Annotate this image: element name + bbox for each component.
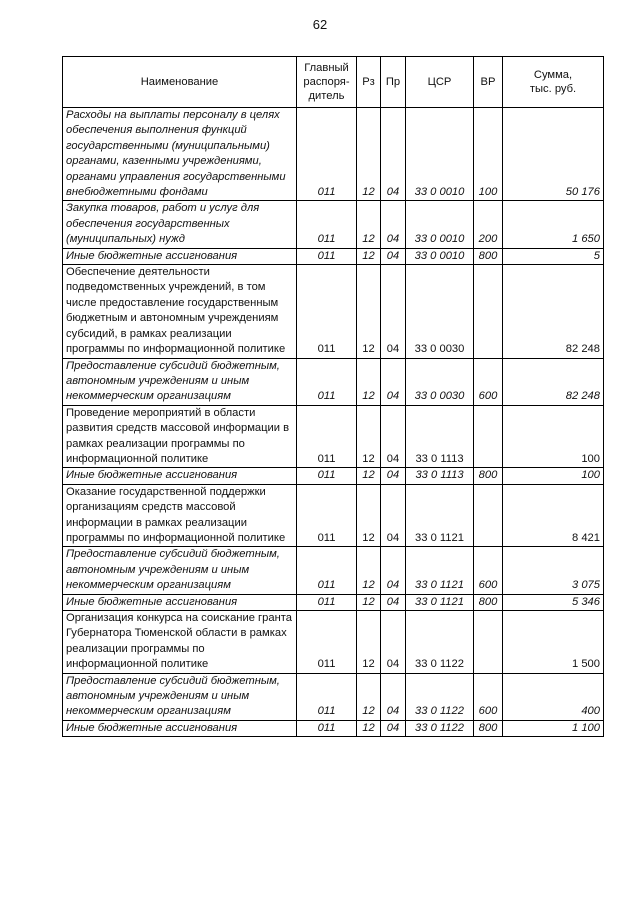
cell-rz: 12 <box>357 468 381 484</box>
cell-pr: 04 <box>381 611 406 674</box>
cell-rz: 12 <box>357 358 381 405</box>
cell-csr: 33 0 1113 <box>406 468 474 484</box>
cell-sum: 100 <box>503 405 604 468</box>
cell-name: Предоставление субсидий бюджетным, автономным учреждениям и иным некоммерческим организациям <box>63 358 297 405</box>
cell-admin: 011 <box>297 468 357 484</box>
column-header-sum <box>503 57 604 108</box>
cell-vr: 600 <box>474 358 503 405</box>
cell-sum: 5 346 <box>503 594 604 610</box>
cell-sum: 1 650 <box>503 201 604 248</box>
cell-vr: 800 <box>474 594 503 610</box>
cell-sum: 1 500 <box>503 611 604 674</box>
cell-name: Иные бюджетные ассигнования <box>63 468 297 484</box>
cell-pr: 04 <box>381 201 406 248</box>
cell-vr: 600 <box>474 673 503 720</box>
cell-name: Предоставление субсидий бюджетным, автономным учреждениям и иным некоммерческим организациям <box>63 547 297 594</box>
table-row <box>63 201 604 248</box>
cell-rz: 12 <box>357 611 381 674</box>
cell-rz: 12 <box>357 108 381 201</box>
column-header-name: Наименование <box>63 57 297 108</box>
cell-name: Иные бюджетные ассигнования <box>63 594 297 610</box>
cell-pr: 04 <box>381 673 406 720</box>
table-body <box>63 108 604 737</box>
cell-csr: 33 0 0010 <box>406 248 474 264</box>
cell-csr: 33 0 1122 <box>406 611 474 674</box>
cell-admin: 011 <box>297 484 357 547</box>
column-header-admin-line3: дитель <box>308 90 345 102</box>
cell-sum: 100 <box>503 468 604 484</box>
cell-admin: 011 <box>297 594 357 610</box>
table-row <box>63 720 604 736</box>
column-header-admin <box>297 57 357 108</box>
cell-admin: 011 <box>297 405 357 468</box>
cell-vr <box>474 611 503 674</box>
cell-admin: 011 <box>297 248 357 264</box>
cell-vr: 800 <box>474 468 503 484</box>
cell-sum: 3 075 <box>503 547 604 594</box>
cell-rz: 12 <box>357 405 381 468</box>
cell-csr: 33 0 1122 <box>406 673 474 720</box>
cell-name: Расходы на выплаты персоналу в целях обеспечения выполнения функций государственными (муниципальными) органами, казенными учреждениями, органами управления государственными внебюджетными фондами <box>63 108 297 201</box>
cell-csr: 33 0 0010 <box>406 201 474 248</box>
cell-pr: 04 <box>381 547 406 594</box>
column-header-sum-line2: тыс. руб. <box>529 83 577 95</box>
cell-rz: 12 <box>357 248 381 264</box>
cell-csr: 33 0 1113 <box>406 405 474 468</box>
cell-admin: 011 <box>297 547 357 594</box>
cell-pr: 04 <box>381 265 406 358</box>
cell-admin: 011 <box>297 611 357 674</box>
table-row <box>63 248 604 264</box>
cell-name: Закупка товаров, работ и услуг для обеспечения государственных (муниципальных) нужд <box>63 201 297 248</box>
cell-name: Предоставление субсидий бюджетным, автономным учреждениям и иным некоммерческим организациям <box>63 673 297 720</box>
cell-pr: 04 <box>381 108 406 201</box>
table-row <box>63 547 604 594</box>
cell-vr: 100 <box>474 108 503 201</box>
cell-sum: 50 176 <box>503 108 604 201</box>
cell-pr: 04 <box>381 468 406 484</box>
table-row <box>63 594 604 610</box>
cell-admin: 011 <box>297 201 357 248</box>
cell-csr: 33 0 0030 <box>406 358 474 405</box>
cell-pr: 04 <box>381 720 406 736</box>
cell-rz: 12 <box>357 484 381 547</box>
cell-vr: 200 <box>474 201 503 248</box>
cell-rz: 12 <box>357 547 381 594</box>
page-number: 62 <box>312 17 328 32</box>
table-header-row <box>63 57 604 108</box>
cell-csr: 33 0 0030 <box>406 265 474 358</box>
cell-name: Иные бюджетные ассигнования <box>63 720 297 736</box>
cell-csr: 33 0 1121 <box>406 547 474 594</box>
cell-admin: 011 <box>297 265 357 358</box>
cell-rz: 12 <box>357 594 381 610</box>
cell-csr: 33 0 1121 <box>406 594 474 610</box>
cell-sum: 400 <box>503 673 604 720</box>
column-header-csr: ЦСР <box>406 57 474 108</box>
table-row <box>63 358 604 405</box>
table-row <box>63 108 604 201</box>
cell-vr <box>474 484 503 547</box>
cell-vr: 800 <box>474 720 503 736</box>
budget-table <box>62 56 604 737</box>
cell-vr <box>474 405 503 468</box>
cell-rz: 12 <box>357 673 381 720</box>
cell-vr <box>474 265 503 358</box>
cell-name: Иные бюджетные ассигнования <box>63 248 297 264</box>
cell-sum: 82 248 <box>503 265 604 358</box>
cell-admin: 011 <box>297 720 357 736</box>
cell-pr: 04 <box>381 484 406 547</box>
column-header-rz: Рз <box>357 57 381 108</box>
cell-admin: 011 <box>297 108 357 201</box>
column-header-admin-line2: распоря- <box>303 76 350 88</box>
cell-vr: 600 <box>474 547 503 594</box>
table-row <box>63 265 604 358</box>
cell-name: Проведение мероприятий в области развития средств массовой информации в рамках реализации программы по информационной политике <box>63 405 297 468</box>
cell-name: Обеспечение деятельности подведомственных учреждений, в том числе предоставление государственным бюджетным и автономным учреждениям субсидий, в рамках реализации программы по информационной политике <box>63 265 297 358</box>
column-header-admin-line1: Главный <box>304 62 349 74</box>
cell-pr: 04 <box>381 405 406 468</box>
cell-rz: 12 <box>357 201 381 248</box>
cell-pr: 04 <box>381 248 406 264</box>
table-row <box>63 468 604 484</box>
table-row <box>63 484 604 547</box>
cell-csr: 33 0 1121 <box>406 484 474 547</box>
table-row <box>63 673 604 720</box>
cell-name: Оказание государственной поддержки организациям средств массовой информации в рамках реализации программы по информационной политике <box>63 484 297 547</box>
cell-rz: 12 <box>357 265 381 358</box>
table-row <box>63 611 604 674</box>
cell-sum: 5 <box>503 248 604 264</box>
cell-rz: 12 <box>357 720 381 736</box>
cell-sum: 8 421 <box>503 484 604 547</box>
cell-admin: 011 <box>297 358 357 405</box>
cell-csr: 33 0 0010 <box>406 108 474 201</box>
cell-sum: 1 100 <box>503 720 604 736</box>
column-header-pr: Пр <box>381 57 406 108</box>
cell-sum: 82 248 <box>503 358 604 405</box>
cell-pr: 04 <box>381 594 406 610</box>
cell-admin: 011 <box>297 673 357 720</box>
cell-csr: 33 0 1122 <box>406 720 474 736</box>
table-row <box>63 405 604 468</box>
cell-vr: 800 <box>474 248 503 264</box>
cell-name: Организация конкурса на соискание гранта Губернатора Тюменской области в рамках реализации программы по информационной политике <box>63 611 297 674</box>
cell-pr: 04 <box>381 358 406 405</box>
column-header-vr: ВР <box>474 57 503 108</box>
column-header-sum-line1: Сумма, <box>533 69 573 81</box>
